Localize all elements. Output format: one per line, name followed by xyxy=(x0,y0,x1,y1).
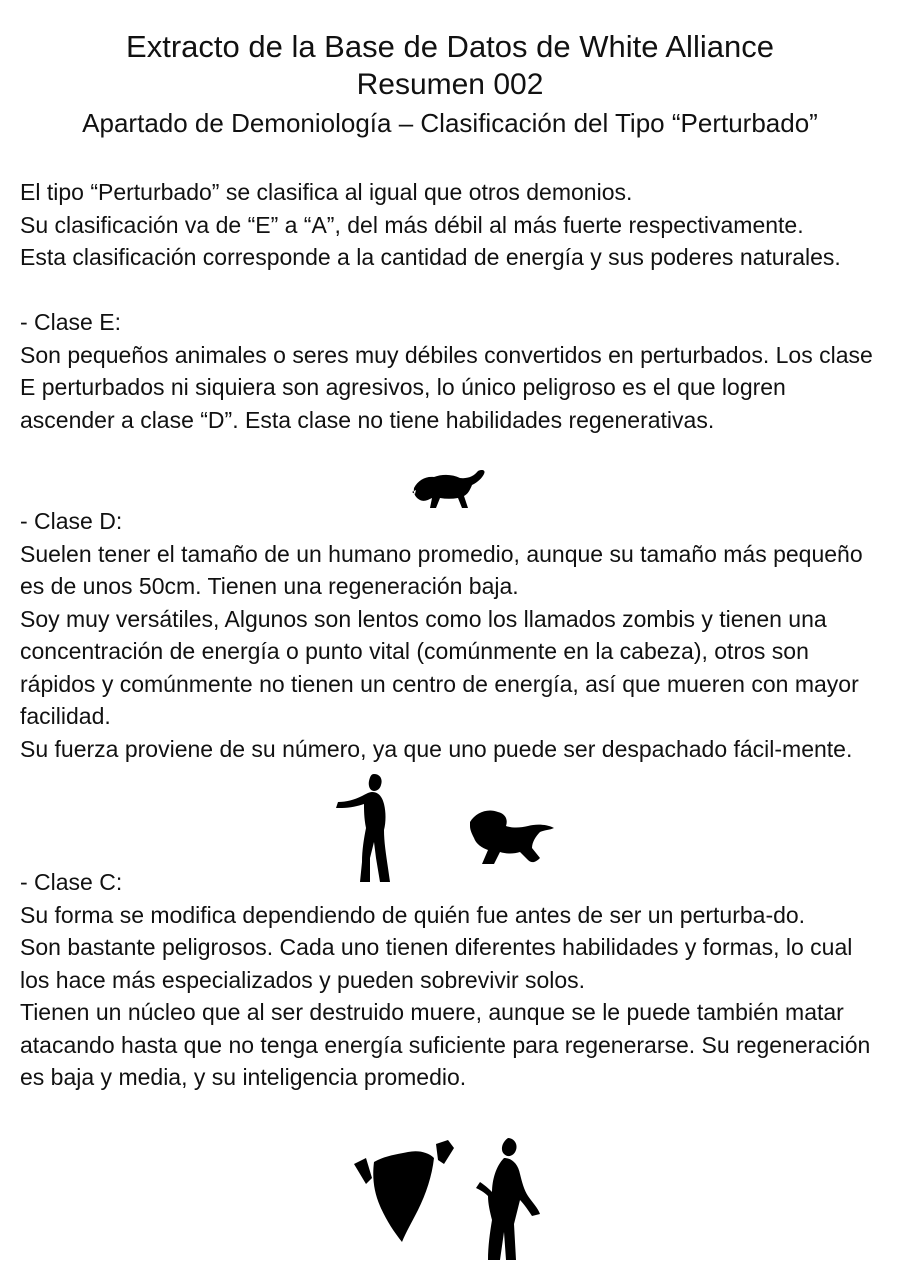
class-heading: - Clase E: xyxy=(20,309,121,335)
intro-line: El tipo “Perturbado” se clasifica al igual que otros demonios. xyxy=(20,179,633,205)
class-d-block xyxy=(20,505,882,765)
intro-line: Esta clasificación corresponde a la cantidad de energía y sus poderes naturales. xyxy=(20,244,841,270)
class-heading: - Clase C: xyxy=(20,869,123,895)
document-header xyxy=(0,28,900,140)
class-paragraph: Suelen tener el tamaño de un humano promedio, aunque su tamaño más pequeño es de unos 50cm. Tienen una regeneración baja. xyxy=(20,540,863,599)
section-title: Apartado de Demoniología – Clasificación del Tipo “Perturbado” xyxy=(82,108,818,138)
intro-line: Su clasificación va de “E” a “A”, del más débil al más fuerte respectivamente. xyxy=(20,211,804,238)
class-c-block xyxy=(20,866,882,1094)
intro-block xyxy=(20,176,882,274)
class-paragraph: Son pequeños animales o seres muy débiles convertidos en perturbados. Los clase E perturbados ni siquiera son agresivos, lo único peligroso es el que logren ascender a clase “D”. Esta clase no tiene habilidades regenerativas. xyxy=(20,341,873,433)
class-paragraph: Son bastante peligrosos. Cada uno tienen diferentes habilidades y formas, lo cual los hace más especializados y pueden sobrevivir solos. xyxy=(20,934,853,993)
document-title: Extracto de la Base de Datos de White Alliance xyxy=(126,29,774,64)
class-heading: - Clase D: xyxy=(20,508,123,534)
class-paragraph: Su fuerza proviene de su número, ya que uno puede ser despachado fácil-mente. xyxy=(20,735,853,762)
crawling-creature-silhouette-icon xyxy=(466,808,558,874)
class-paragraph: Tienen un núcleo que al ser destruido muere, aunque se le puede también matar atacando hasta que no tenga energía suficiente para regenerarse. Su regeneración es baja y media, y su inteligencia promedio. xyxy=(20,999,871,1090)
class-paragraph: Soy muy versátiles, Algunos son lentos como los llamados zombis y tienen una concentración de energía o punto vital (comúnmente en la cabeza), otros son rápidos y comúnmente no tienen un centro de energía, así que mueren con mayor facilidad. xyxy=(20,605,859,729)
document-subtitle: Resumen 002 xyxy=(356,68,544,101)
winged-creature-silhouette-icon xyxy=(352,1138,462,1250)
class-e-block xyxy=(20,306,882,436)
tall-humanoid-silhouette-icon xyxy=(470,1136,542,1264)
class-paragraph: Su forma se modifica dependiendo de quién fue antes de ser un perturba-do. xyxy=(20,901,806,928)
